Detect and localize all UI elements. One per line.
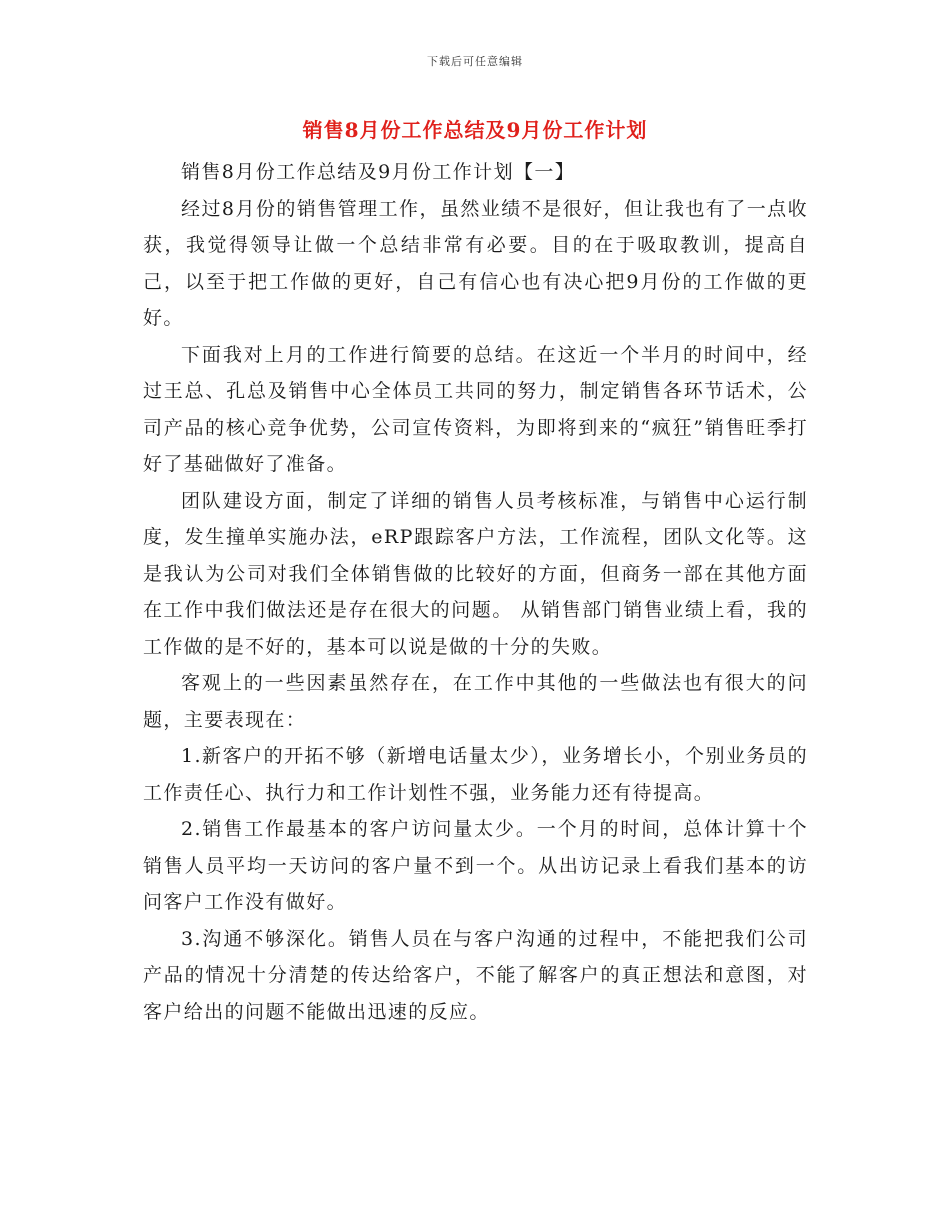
paragraph: 下面我对上月的工作进行简要的总结。在这近一个半月的时间中，经过王总、孔总及销售中心全体员工共同的努力，制定销售各环节话术，公司产品的核心竞争优势，公司宣传资料，为即将到来的“疯狂”销售旺季打好了基础做好了准备。 (143, 343, 808, 475)
list-item: 2.销售工作最基本的客户访问量太少。一个月的时间，总体计算十个销售人员平均一天访问的客户量不到一个。从出访记录上看我们基本的访问客户工作没有做好。 (143, 818, 808, 913)
document-title: 销售8月份工作总结及9月份工作计划 (302, 118, 648, 142)
paragraph: 经过8月份的销售管理工作，虽然业绩不是很好，但让我也有了一点收获，我觉得领导让做一个总结非常有必要。目的在于吸取教训，提高自己，以至于把工作做的更好，自己有信心也有决心把9月份的工作做的更好。 (143, 197, 808, 329)
document-body (143, 154, 808, 1030)
paragraph-subtitle: 销售8月份工作总结及9月份工作计划【一】 (181, 161, 576, 183)
header-note: 下载后可任意编辑 (427, 55, 523, 68)
list-item: 3.沟通不够深化。销售人员在与客户沟通的过程中，不能把我们公司产品的情况十分清楚的传达给客户，不能了解客户的真正想法和意图，对客户给出的问题不能做出迅速的反应。 (143, 927, 808, 1023)
paragraph: 客观上的一些因素虽然存在，在工作中其他的一些做法也有很大的问题，主要表现在： (143, 672, 808, 731)
paragraph: 团队建设方面，制定了详细的销售人员考核标准，与销售中心运行制度，发生撞单实施办法，eRP跟踪客户方法，工作流程，团队文化等。这是我认为公司对我们全体销售做的比较好的方面，但商务一部在其他方面在工作中我们做法还是存在很大的问题。 从销售部门销售业绩上看，我的工作做的是不好的，基本可以说是做的十分的失败。 (143, 489, 808, 658)
list-item: 1.新客户的开拓不够（新增电话量太少），业务增长小，个别业务员的工作责任心、执行力和工作计划性不强，业务能力还有待提高。 (143, 745, 808, 804)
